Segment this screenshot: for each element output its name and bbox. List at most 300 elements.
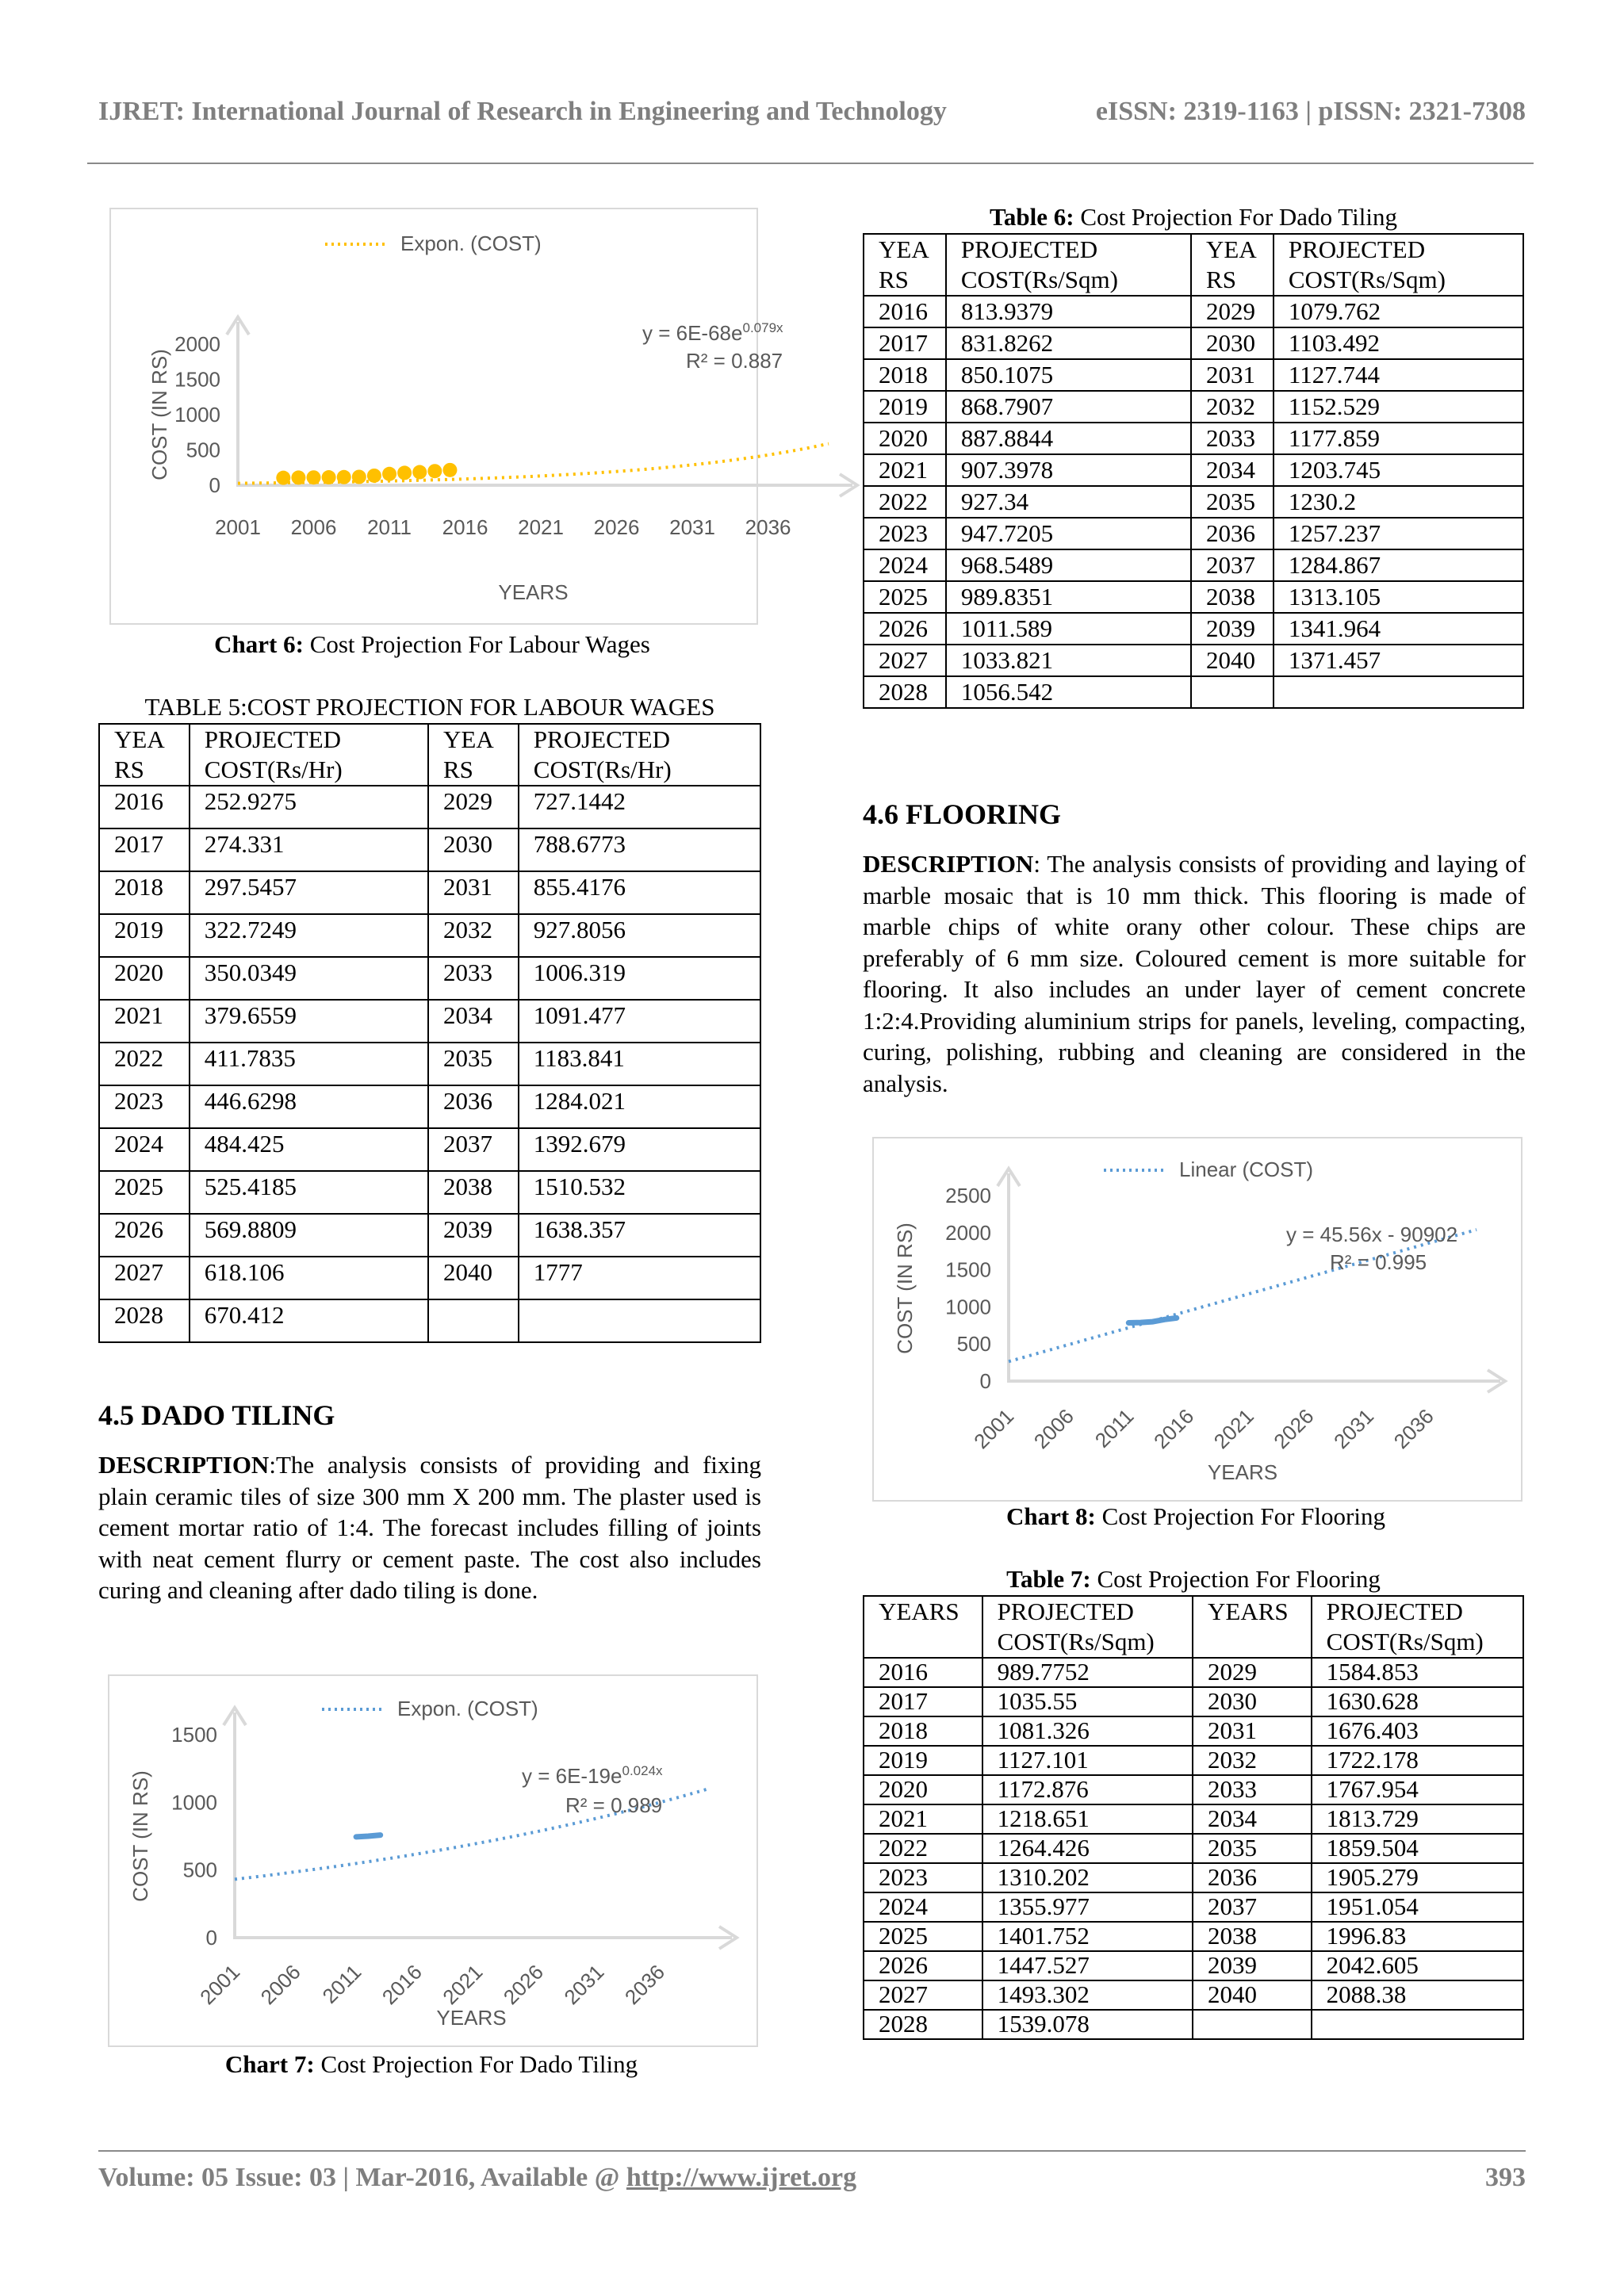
x-tick-label: 2021: [1208, 1404, 1258, 1454]
chart-7-caption-label: Chart 7:: [224, 2050, 315, 2078]
table-7-cost-cell: 1905.279: [1312, 1863, 1523, 1892]
table-5-year-cell: 2028: [99, 1299, 190, 1342]
table-6-year-cell: 2018: [864, 359, 946, 391]
table-7-year-cell: 2026: [864, 1951, 982, 1980]
table-7-cost-cell: 1264.426: [982, 1834, 1193, 1863]
footer-volume: Volume: 05 Issue: 03 | Mar-2016, Available @ http://www.ijret.org: [98, 2163, 857, 2192]
x-tick-label: 2006: [1028, 1404, 1078, 1454]
r-squared: R² = 0.887: [686, 349, 783, 373]
table-6-year-cell: 2026: [864, 613, 946, 645]
x-axis-title: YEARS: [1207, 1460, 1278, 1484]
table-7-row: [864, 1775, 1523, 1804]
table-5-year-cell: 2029: [428, 786, 519, 828]
table-6-year-cell: 2024: [864, 549, 946, 581]
table-5-cost-cell: 569.8809: [190, 1214, 428, 1257]
table-7-year-cell: 2032: [1193, 1746, 1312, 1775]
table-5-cost-cell: 297.5457: [190, 871, 428, 914]
table-6-cost-cell: 1341.964: [1274, 613, 1523, 645]
data-point: [382, 467, 396, 481]
table-7-year-cell: 2038: [1193, 1922, 1312, 1951]
y-axis-title: COST (IN RS): [128, 1770, 152, 1902]
table-5-row: [99, 1299, 760, 1342]
table-5-year-cell: 2040: [428, 1257, 519, 1299]
table-6-year-cell: 2020: [864, 423, 946, 454]
table-5-year-cell: 2033: [428, 957, 519, 1000]
table-7-title-text: Cost Projection For Flooring: [1090, 1565, 1381, 1593]
x-tick-label: 2021: [518, 515, 564, 539]
table-5-row: [99, 1171, 760, 1214]
table-5-year-cell: 2019: [99, 914, 190, 957]
table-7-cost-cell: 1035.55: [982, 1687, 1193, 1716]
x-tick-label: 2011: [1090, 1404, 1139, 1452]
table-7-cost-cell: [1312, 2010, 1523, 2039]
y-tick-label: 0: [979, 1369, 991, 1393]
table-6-cost-cell: 1056.542: [946, 676, 1191, 708]
table-6-year-cell: 2037: [1191, 549, 1274, 581]
table-6-year-cell: 2030: [1191, 327, 1274, 359]
section-4-6-heading: 4.6 FLOORING: [863, 798, 1062, 830]
table-6-row: [864, 581, 1523, 613]
table-5-cost-cell: 670.412: [190, 1299, 428, 1342]
table-7-year-cell: 2017: [864, 1687, 982, 1716]
table-7-cost-cell: 1539.078: [982, 2010, 1193, 2039]
table-5-cost-cell: 379.6559: [190, 1000, 428, 1043]
y-tick-label: 500: [956, 1332, 991, 1357]
table-5-year-cell: 2030: [428, 828, 519, 871]
table-6-row: [864, 549, 1523, 581]
x-tick-label: 2026: [498, 1960, 548, 2010]
data-point: [337, 470, 351, 484]
table-5-cost-cell: 1392.679: [519, 1128, 760, 1171]
table-5-cost-cell: 1006.319: [519, 957, 760, 1000]
chart-6-svg: [111, 209, 791, 623]
x-tick-label: 2031: [1328, 1404, 1379, 1454]
table-7-year-cell: 2036: [1193, 1863, 1312, 1892]
table-5-row: [99, 1000, 760, 1043]
trendline: [1009, 1230, 1477, 1361]
table-7-year-cell: 2021: [864, 1804, 982, 1834]
table-5-header-cost: PROJECTED COST(Rs/Hr): [190, 724, 428, 786]
table-7-cost-cell: 1172.876: [982, 1775, 1193, 1804]
table-6-year-cell: [1191, 676, 1274, 708]
data-point: [367, 469, 381, 483]
table-6-cost-cell: 1177.859: [1274, 423, 1523, 454]
table-7-year-cell: 2028: [864, 2010, 982, 2039]
x-tick-label: 2016: [442, 515, 488, 539]
table-7-row: [864, 1980, 1523, 2010]
legend-label: Expon. (COST): [397, 1697, 538, 1720]
table-6-year-cell: 2032: [1191, 391, 1274, 423]
table-7-row: [864, 1687, 1523, 1716]
journal-link[interactable]: http://www.ijret.org: [626, 2163, 857, 2192]
table-5-year-cell: 2034: [428, 1000, 519, 1043]
table-6-cost-cell: [1274, 676, 1523, 708]
table-7-title: [863, 1565, 1524, 1594]
trend-equation: $y = 6E-68e^{0.079x}$: [642, 320, 783, 345]
chart-8-caption-text: Cost Projection For Flooring: [1095, 1502, 1385, 1530]
table-7-cost-cell: 1722.178: [1312, 1746, 1523, 1775]
table-6-year-cell: 2019: [864, 391, 946, 423]
chart-8-caption-label: Chart 8:: [1006, 1502, 1096, 1530]
table-7-row: [864, 1951, 1523, 1980]
table-5-year-cell: 2020: [99, 957, 190, 1000]
data-point: [307, 470, 321, 484]
table-5: [98, 723, 761, 1343]
table-5-year-cell: 2035: [428, 1043, 519, 1085]
table-7-cost-cell: 1676.403: [1312, 1716, 1523, 1746]
table-7-year-cell: 2034: [1193, 1804, 1312, 1834]
y-tick-label: 1500: [171, 1723, 217, 1747]
table-5-year-cell: 2018: [99, 871, 190, 914]
table-6-cost-cell: 1257.237: [1274, 518, 1523, 549]
table-6-cost-cell: 989.8351: [946, 581, 1191, 613]
table-5-year-cell: 2036: [428, 1085, 519, 1128]
table-6-cost-cell: 887.8844: [946, 423, 1191, 454]
y-tick-label: 500: [182, 1858, 217, 1882]
description-label: DESCRIPTION: [98, 1451, 270, 1479]
table-5-year-cell: 2024: [99, 1128, 190, 1171]
x-tick-label: 2031: [669, 515, 715, 539]
table-6-year-cell: 2017: [864, 327, 946, 359]
table-5-header-year: YEA RS: [99, 724, 190, 786]
y-tick-label: 1000: [945, 1295, 991, 1319]
x-axis-title: YEARS: [436, 2006, 507, 2030]
table-7-cost-cell: 1584.853: [1312, 1658, 1523, 1687]
data-series-line: [356, 1835, 381, 1837]
table-6-cost-cell: 968.5489: [946, 549, 1191, 581]
table-6-year-cell: 2031: [1191, 359, 1274, 391]
table-7-year-cell: 2029: [1193, 1658, 1312, 1687]
table-5-row: [99, 1128, 760, 1171]
table-5-cost-cell: 1510.532: [519, 1171, 760, 1214]
table-6-cost-cell: 1284.867: [1274, 549, 1523, 581]
table-6-cost-cell: 1103.492: [1274, 327, 1523, 359]
table-7-year-cell: 2025: [864, 1922, 982, 1951]
table-5-year-cell: 2016: [99, 786, 190, 828]
section-4-6-description: [863, 848, 1526, 1099]
table-6-year-cell: 2039: [1191, 613, 1274, 645]
table-5-row: [99, 1214, 760, 1257]
table-7-year-cell: 2037: [1193, 1892, 1312, 1922]
table-7-cost-cell: 1630.628: [1312, 1687, 1523, 1716]
table-6-row: [864, 327, 1523, 359]
table-5-cost-cell: 788.6773: [519, 828, 760, 871]
y-tick-label: 2000: [174, 332, 220, 356]
table-6-title: [863, 203, 1524, 232]
table-6-cost-cell: 927.34: [946, 486, 1191, 518]
table-7-header-cost: PROJECTED COST(Rs/Sqm): [982, 1596, 1193, 1658]
table-5-year-cell: 2023: [99, 1085, 190, 1128]
data-point: [322, 470, 336, 484]
x-tick-label: 2006: [255, 1960, 305, 2010]
y-tick-label: 2000: [945, 1220, 991, 1245]
x-tick-label: 2036: [1388, 1404, 1438, 1454]
chart-8: [872, 1137, 1522, 1502]
table-6-year-cell: 2021: [864, 454, 946, 486]
x-tick-label: 2016: [377, 1960, 427, 2010]
table-6-row: [864, 423, 1523, 454]
table-5-row: [99, 1085, 760, 1128]
header-rule: [87, 163, 1534, 164]
table-6: [863, 233, 1524, 709]
x-tick-label: 2026: [1269, 1404, 1319, 1454]
y-tick-label: 1500: [174, 367, 220, 392]
table-5-year-cell: 2017: [99, 828, 190, 871]
table-7-cost-cell: 1493.302: [982, 1980, 1193, 2010]
table-6-year-cell: 2029: [1191, 296, 1274, 327]
table-7-cost-cell: 1447.527: [982, 1951, 1193, 1980]
table-6-year-cell: 2038: [1191, 581, 1274, 613]
chart-8-svg: [874, 1138, 1521, 1500]
x-tick-label: 2011: [367, 515, 412, 539]
chart-6-caption-label: Chart 6:: [214, 630, 304, 658]
description-label: DESCRIPTION: [863, 850, 1034, 878]
table-7-cost-cell: 2042.605: [1312, 1951, 1523, 1980]
table-7-cost-cell: 1813.729: [1312, 1804, 1523, 1834]
table-5-cost-cell: 350.0349: [190, 957, 428, 1000]
table-5-cost-cell: 855.4176: [519, 871, 760, 914]
description-text: :The analysis consists of providing and fixing plain ceramic tiles of size 300 mm X 200 mm. The plaster used is cement mortar ratio of 1:4. The forecast includes filling of joints with neat cement flurry or cement paste. The cost also includes curing and cleaning after dado tiling is done.: [98, 1451, 761, 1604]
x-axis-title: YEARS: [498, 580, 569, 604]
table-5-cost-cell: 727.1442: [519, 786, 760, 828]
x-tick-label: 2001: [969, 1404, 1019, 1454]
table-7-cost-cell: 1081.326: [982, 1716, 1193, 1746]
table-7-header-row: [864, 1596, 1523, 1658]
table-7-title-label: Table 7:: [1006, 1565, 1091, 1593]
y-tick-label: 0: [205, 1926, 217, 1950]
table-5-cost-cell: 927.8056: [519, 914, 760, 957]
table-6-row: [864, 454, 1523, 486]
table-7-row: [864, 1746, 1523, 1775]
table-6-cost-cell: 1079.762: [1274, 296, 1523, 327]
data-point: [276, 471, 290, 485]
data-point: [412, 465, 427, 480]
data-point: [427, 464, 442, 478]
table-7-cost-cell: 1951.054: [1312, 1892, 1523, 1922]
r-squared: R² = 0.995: [1330, 1250, 1427, 1274]
data-point: [352, 469, 366, 484]
x-tick-label: 2001: [195, 1960, 245, 2010]
data-point: [291, 470, 305, 484]
trend-equation: $y = 6E-19e^{0.024x}$: [522, 1763, 663, 1788]
table-5-year-cell: 2031: [428, 871, 519, 914]
x-tick-label: 2031: [559, 1960, 609, 2010]
table-5-header-year-2: YEA RS: [428, 724, 519, 786]
table-7-header-cost-2: PROJECTED COST(Rs/Sqm): [1312, 1596, 1523, 1658]
data-point: [442, 463, 457, 477]
table-5-row: [99, 1257, 760, 1299]
x-tick-label: 2021: [438, 1960, 488, 2010]
chart-6-caption-text: Cost Projection For Labour Wages: [303, 630, 650, 658]
table-5-row: [99, 914, 760, 957]
table-6-row: [864, 676, 1523, 708]
table-6-cost-cell: 1011.589: [946, 613, 1191, 645]
table-7-row: [864, 1716, 1523, 1746]
table-7-year-cell: 2016: [864, 1658, 982, 1687]
table-6-header-year-2: YEA RS: [1191, 234, 1274, 296]
table-7-year-cell: [1193, 2010, 1312, 2039]
table-6-cost-cell: 813.9379: [946, 296, 1191, 327]
table-7-year-cell: 2019: [864, 1746, 982, 1775]
table-5-year-cell: 2026: [99, 1214, 190, 1257]
table-7-row: [864, 2010, 1523, 2039]
x-tick-label: 2026: [593, 515, 640, 539]
table-7-row: [864, 1863, 1523, 1892]
table-6-year-cell: 2036: [1191, 518, 1274, 549]
table-6-row: [864, 486, 1523, 518]
y-tick-label: 500: [186, 438, 220, 462]
table-5-year-cell: 2038: [428, 1171, 519, 1214]
table-6-cost-cell: 868.7907: [946, 391, 1191, 423]
table-6-row: [864, 613, 1523, 645]
y-tick-label: 2500: [945, 1184, 991, 1207]
table-7-cost-cell: 1355.977: [982, 1892, 1193, 1922]
table-7-year-cell: 2039: [1193, 1951, 1312, 1980]
table-5-year-cell: 2021: [99, 1000, 190, 1043]
table-7-cost-cell: 2088.38: [1312, 1980, 1523, 2010]
table-5-cost-cell: 1777: [519, 1257, 760, 1299]
table-6-header-cost-2: PROJECTED COST(Rs/Sqm): [1274, 234, 1523, 296]
table-5-cost-cell: [519, 1299, 760, 1342]
table-6-year-cell: 2040: [1191, 645, 1274, 676]
table-5-row: [99, 957, 760, 1000]
table-6-row: [864, 359, 1523, 391]
table-5-year-cell: 2037: [428, 1128, 519, 1171]
table-5-cost-cell: 618.106: [190, 1257, 428, 1299]
table-6-row: [864, 645, 1523, 676]
table-5-row: [99, 828, 760, 871]
table-5-cost-cell: 446.6298: [190, 1085, 428, 1128]
data-series-line: [1128, 1318, 1177, 1322]
table-7-header-year-2: YEARS: [1193, 1596, 1312, 1658]
table-7-year-cell: 2022: [864, 1834, 982, 1863]
table-6-header-row: [864, 234, 1523, 296]
x-tick-label: 2006: [290, 515, 337, 539]
y-tick-label: 0: [209, 473, 220, 497]
table-5-year-cell: 2032: [428, 914, 519, 957]
table-7-year-cell: 2030: [1193, 1687, 1312, 1716]
table-5-row: [99, 786, 760, 828]
table-6-year-cell: 2025: [864, 581, 946, 613]
table-5-cost-cell: 1284.021: [519, 1085, 760, 1128]
table-7-cost-cell: 1767.954: [1312, 1775, 1523, 1804]
table-7-cost-cell: 989.7752: [982, 1658, 1193, 1687]
table-5-cost-cell: 411.7835: [190, 1043, 428, 1085]
table-7: [863, 1595, 1524, 2040]
table-5-year-cell: 2025: [99, 1171, 190, 1214]
table-5-header-cost-2: PROJECTED COST(Rs/Hr): [519, 724, 760, 786]
chart-6-caption: [109, 630, 755, 659]
table-6-year-cell: 2033: [1191, 423, 1274, 454]
table-7-header-year: YEARS: [864, 1596, 982, 1658]
table-6-year-cell: 2034: [1191, 454, 1274, 486]
table-7-row: [864, 1804, 1523, 1834]
table-6-row: [864, 518, 1523, 549]
chart-7: [108, 1674, 758, 2047]
legend-label: Linear (COST): [1179, 1158, 1314, 1181]
y-axis-title: COST (IN RS): [893, 1223, 917, 1354]
table-7-cost-cell: 1218.651: [982, 1804, 1193, 1834]
table-5-header-row: [99, 724, 760, 786]
table-5-title: TABLE 5:COST PROJECTION FOR LABOUR WAGES: [144, 693, 715, 721]
chart-7-caption: [108, 2050, 755, 2079]
r-squared: R² = 0.989: [565, 1793, 663, 1817]
y-tick-label: 1500: [945, 1257, 991, 1282]
y-tick-label: 1000: [171, 1790, 217, 1815]
table-6-cost-cell: 1230.2: [1274, 486, 1523, 518]
x-tick-label: 2036: [619, 1960, 670, 2010]
table-7-cost-cell: 1996.83: [1312, 1922, 1523, 1951]
chart-7-svg: [109, 1676, 756, 2045]
table-7-row: [864, 1922, 1523, 1951]
table-7-year-cell: 2033: [1193, 1775, 1312, 1804]
table-5-cost-cell: 525.4185: [190, 1171, 428, 1214]
table-6-year-cell: 2022: [864, 486, 946, 518]
table-7-year-cell: 2024: [864, 1892, 982, 1922]
table-5-cost-cell: 1638.357: [519, 1214, 760, 1257]
table-6-cost-cell: 1371.457: [1274, 645, 1523, 676]
x-tick-label: 2001: [215, 515, 261, 539]
table-5-cost-cell: 252.9275: [190, 786, 428, 828]
data-point: [397, 465, 412, 480]
table-5-cost-cell: 322.7249: [190, 914, 428, 957]
table-6-cost-cell: 1313.105: [1274, 581, 1523, 613]
table-7-year-cell: 2018: [864, 1716, 982, 1746]
table-5-cost-cell: 484.425: [190, 1128, 428, 1171]
y-axis-title: COST (IN RS): [147, 349, 171, 480]
table-7-row: [864, 1658, 1523, 1687]
table-7-year-cell: 2035: [1193, 1834, 1312, 1863]
section-4-5-heading: 4.5 DADO TILING: [98, 1399, 335, 1431]
table-6-row: [864, 296, 1523, 327]
table-6-cost-cell: 1152.529: [1274, 391, 1523, 423]
table-6-year-cell: 2028: [864, 676, 946, 708]
table-7-year-cell: 2040: [1193, 1980, 1312, 2010]
x-tick-label: 2016: [1149, 1404, 1199, 1454]
journal-title: IJRET: International Journal of Research in Engineering and Technology: [98, 97, 947, 126]
chart-8-caption: [872, 1502, 1519, 1531]
table-7-row: [864, 1834, 1523, 1863]
table-6-cost-cell: 850.1075: [946, 359, 1191, 391]
x-tick-label: 2036: [745, 515, 791, 539]
table-5-cost-cell: 1091.477: [519, 1000, 760, 1043]
table-6-cost-cell: 831.8262: [946, 327, 1191, 359]
table-7-row: [864, 1892, 1523, 1922]
table-5-row: [99, 871, 760, 914]
footer-rule: [98, 2150, 1526, 2152]
legend-label: Expon. (COST): [400, 232, 542, 255]
table-6-title-label: Table 6:: [990, 203, 1074, 231]
table-6-year-cell: 2035: [1191, 486, 1274, 518]
chart-7-caption-text: Cost Projection For Dado Tiling: [314, 2050, 638, 2078]
section-4-5-description: [98, 1449, 761, 1606]
chart-6: [109, 208, 791, 625]
table-6-header-cost: PROJECTED COST(Rs/Sqm): [946, 234, 1191, 296]
table-5-year-cell: 2022: [99, 1043, 190, 1085]
description-text: : The analysis consists of providing and laying of marble mosaic that is 10 mm thick. This flooring is made of marble chips of white orany other colour. These chips are preferably of 6 mm size. Coloured cement is more suitable for flooring. It also includes an under layer of cement concrete 1:2:4.Providing aluminium strips for panels, leveling, compacting, curing, polishing, rubbing and cleaning are considered in the analysis.: [863, 850, 1526, 1097]
table-7-year-cell: 2031: [1193, 1716, 1312, 1746]
table-6-title-text: Cost Projection For Dado Tiling: [1074, 203, 1397, 231]
page-number: 393: [1485, 2163, 1526, 2192]
trend-equation: y = 45.56x - 90902: [1286, 1223, 1458, 1246]
table-5-cost-cell: 1183.841: [519, 1043, 760, 1085]
table-6-cost-cell: 1127.744: [1274, 359, 1523, 391]
table-5-year-cell: [428, 1299, 519, 1342]
table-6-year-cell: 2027: [864, 645, 946, 676]
table-6-year-cell: 2023: [864, 518, 946, 549]
table-6-cost-cell: 1203.745: [1274, 454, 1523, 486]
table-6-cost-cell: 907.3978: [946, 454, 1191, 486]
